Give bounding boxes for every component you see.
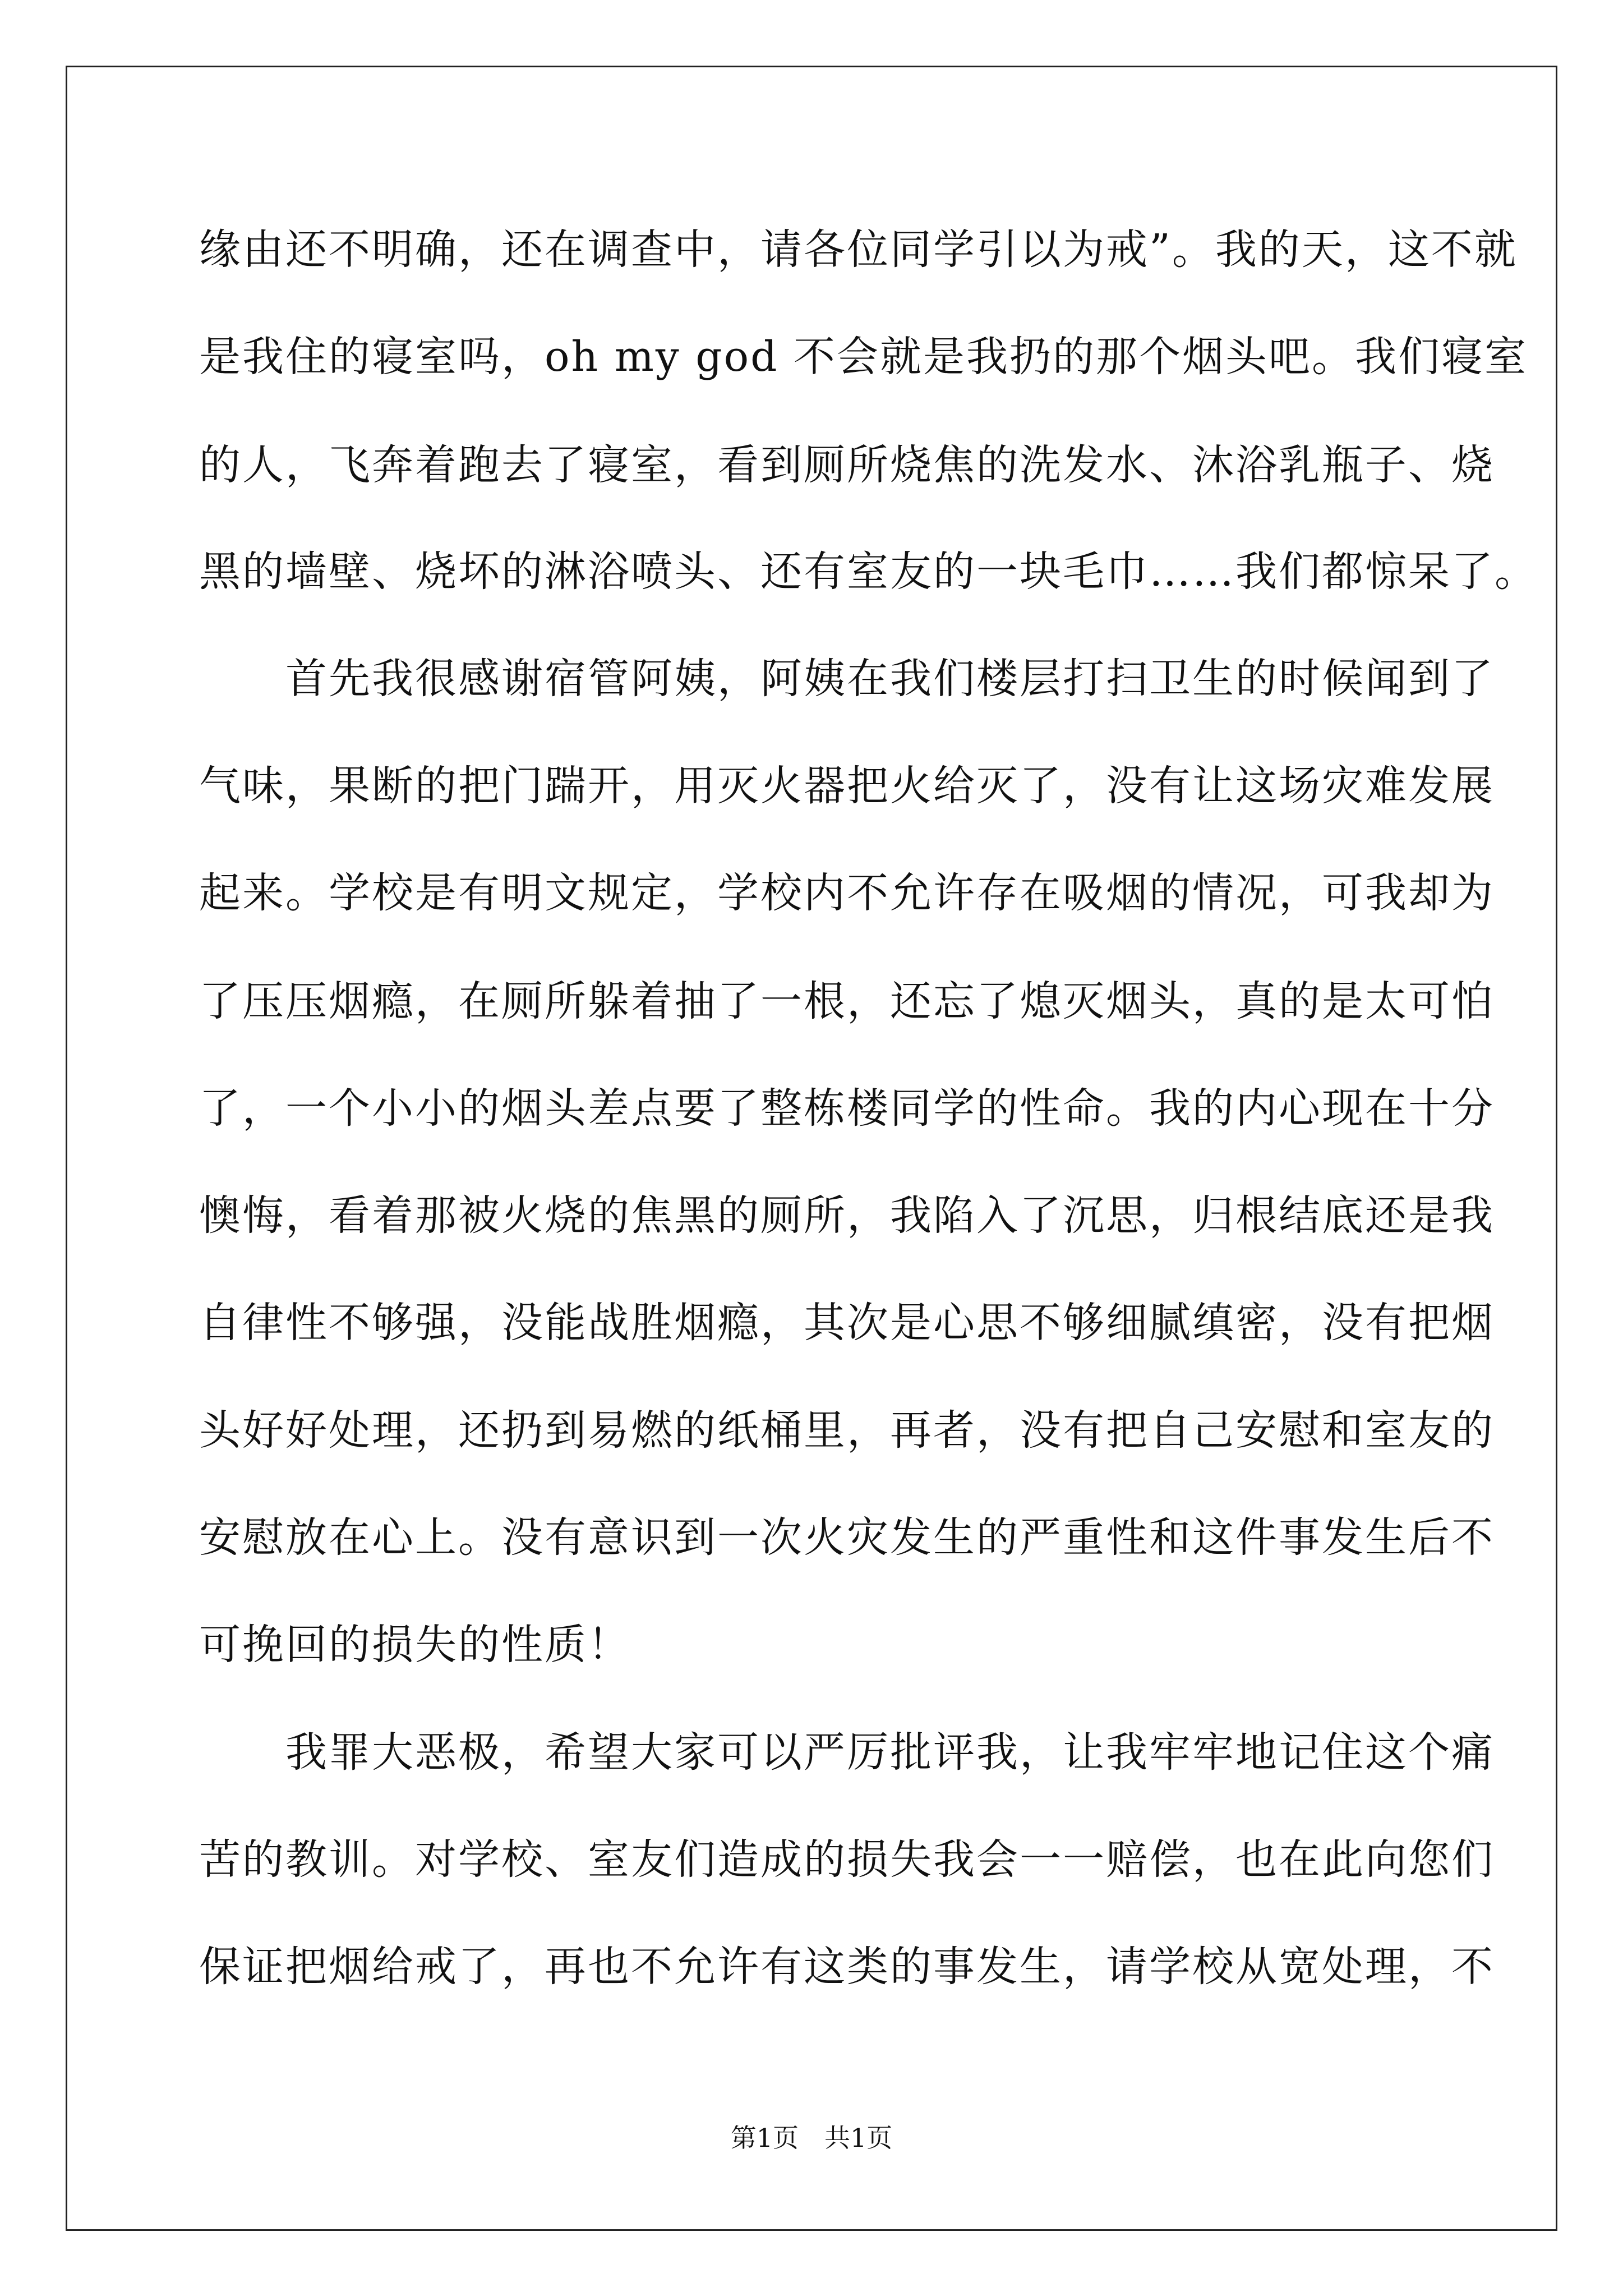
text-line: 头好好处理，还扔到易燃的纸桶里，再者，没有把自己安慰和室友的: [199, 1406, 1495, 1455]
text-line: 黑的墙壁、烧坏的淋浴喷头、还有室友的一块毛巾……我们都惊呆了。: [199, 547, 1538, 596]
page-number-footer: 第1页 共1页: [730, 2123, 893, 2153]
text-line: 自律性不够强，没能战胜烟瘾，其次是心思不够细腻缜密，没有把烟: [199, 1299, 1495, 1347]
text-line: 了压压烟瘾，在厕所躲着抽了一根，还忘了熄灭烟头，真的是太可怕: [199, 977, 1495, 1025]
text-line: 保证把烟给戒了，再也不允许有这类的事发生，请学校从宽处理，不: [199, 1943, 1495, 1991]
text-line: 懊悔，看着那被火烧的焦黑的厕所，我陷入了沉思，归根结底还是我: [199, 1191, 1495, 1240]
text-line: 是我住的寝室吗，oh my god 不会就是我扔的那个烟头吧。我们寝室: [199, 333, 1528, 381]
text-line: 安慰放在心上。没有意识到一次火灾发生的严重性和这件事发生后不: [199, 1513, 1495, 1562]
text-line: 苦的教训。对学校、室友们造成的损失我会一一赔偿，也在此向您们: [199, 1835, 1495, 1884]
text-line: 缘由还不明确，还在调查中，请各位同学引以为戒”。我的天，这不就: [199, 226, 1518, 274]
page-border: [66, 66, 1557, 2231]
text-line: 可挽回的损失的性质！: [199, 1621, 631, 1669]
text-line: 起来。学校是有明文规定，学校内不允许存在吸烟的情况，可我却为: [199, 869, 1495, 917]
text-line: 我罪大恶极，希望大家可以严厉批评我，让我牢牢地记住这个痛: [199, 1728, 1495, 1777]
text-line: 的人，飞奔着跑去了寝室，看到厕所烧焦的洗发水、沐浴乳瓶子、烧: [199, 441, 1495, 489]
text-line: 了，一个小小的烟头差点要了整栋楼同学的性命。我的内心现在十分: [199, 1084, 1495, 1133]
text-line: 首先我很感谢宿管阿姨，阿姨在我们楼层打扫卫生的时候闻到了: [199, 655, 1495, 703]
text-line: 气味，果断的把门踹开，用灭火器把火给灭了，没有让这场灾难发展: [199, 762, 1495, 810]
